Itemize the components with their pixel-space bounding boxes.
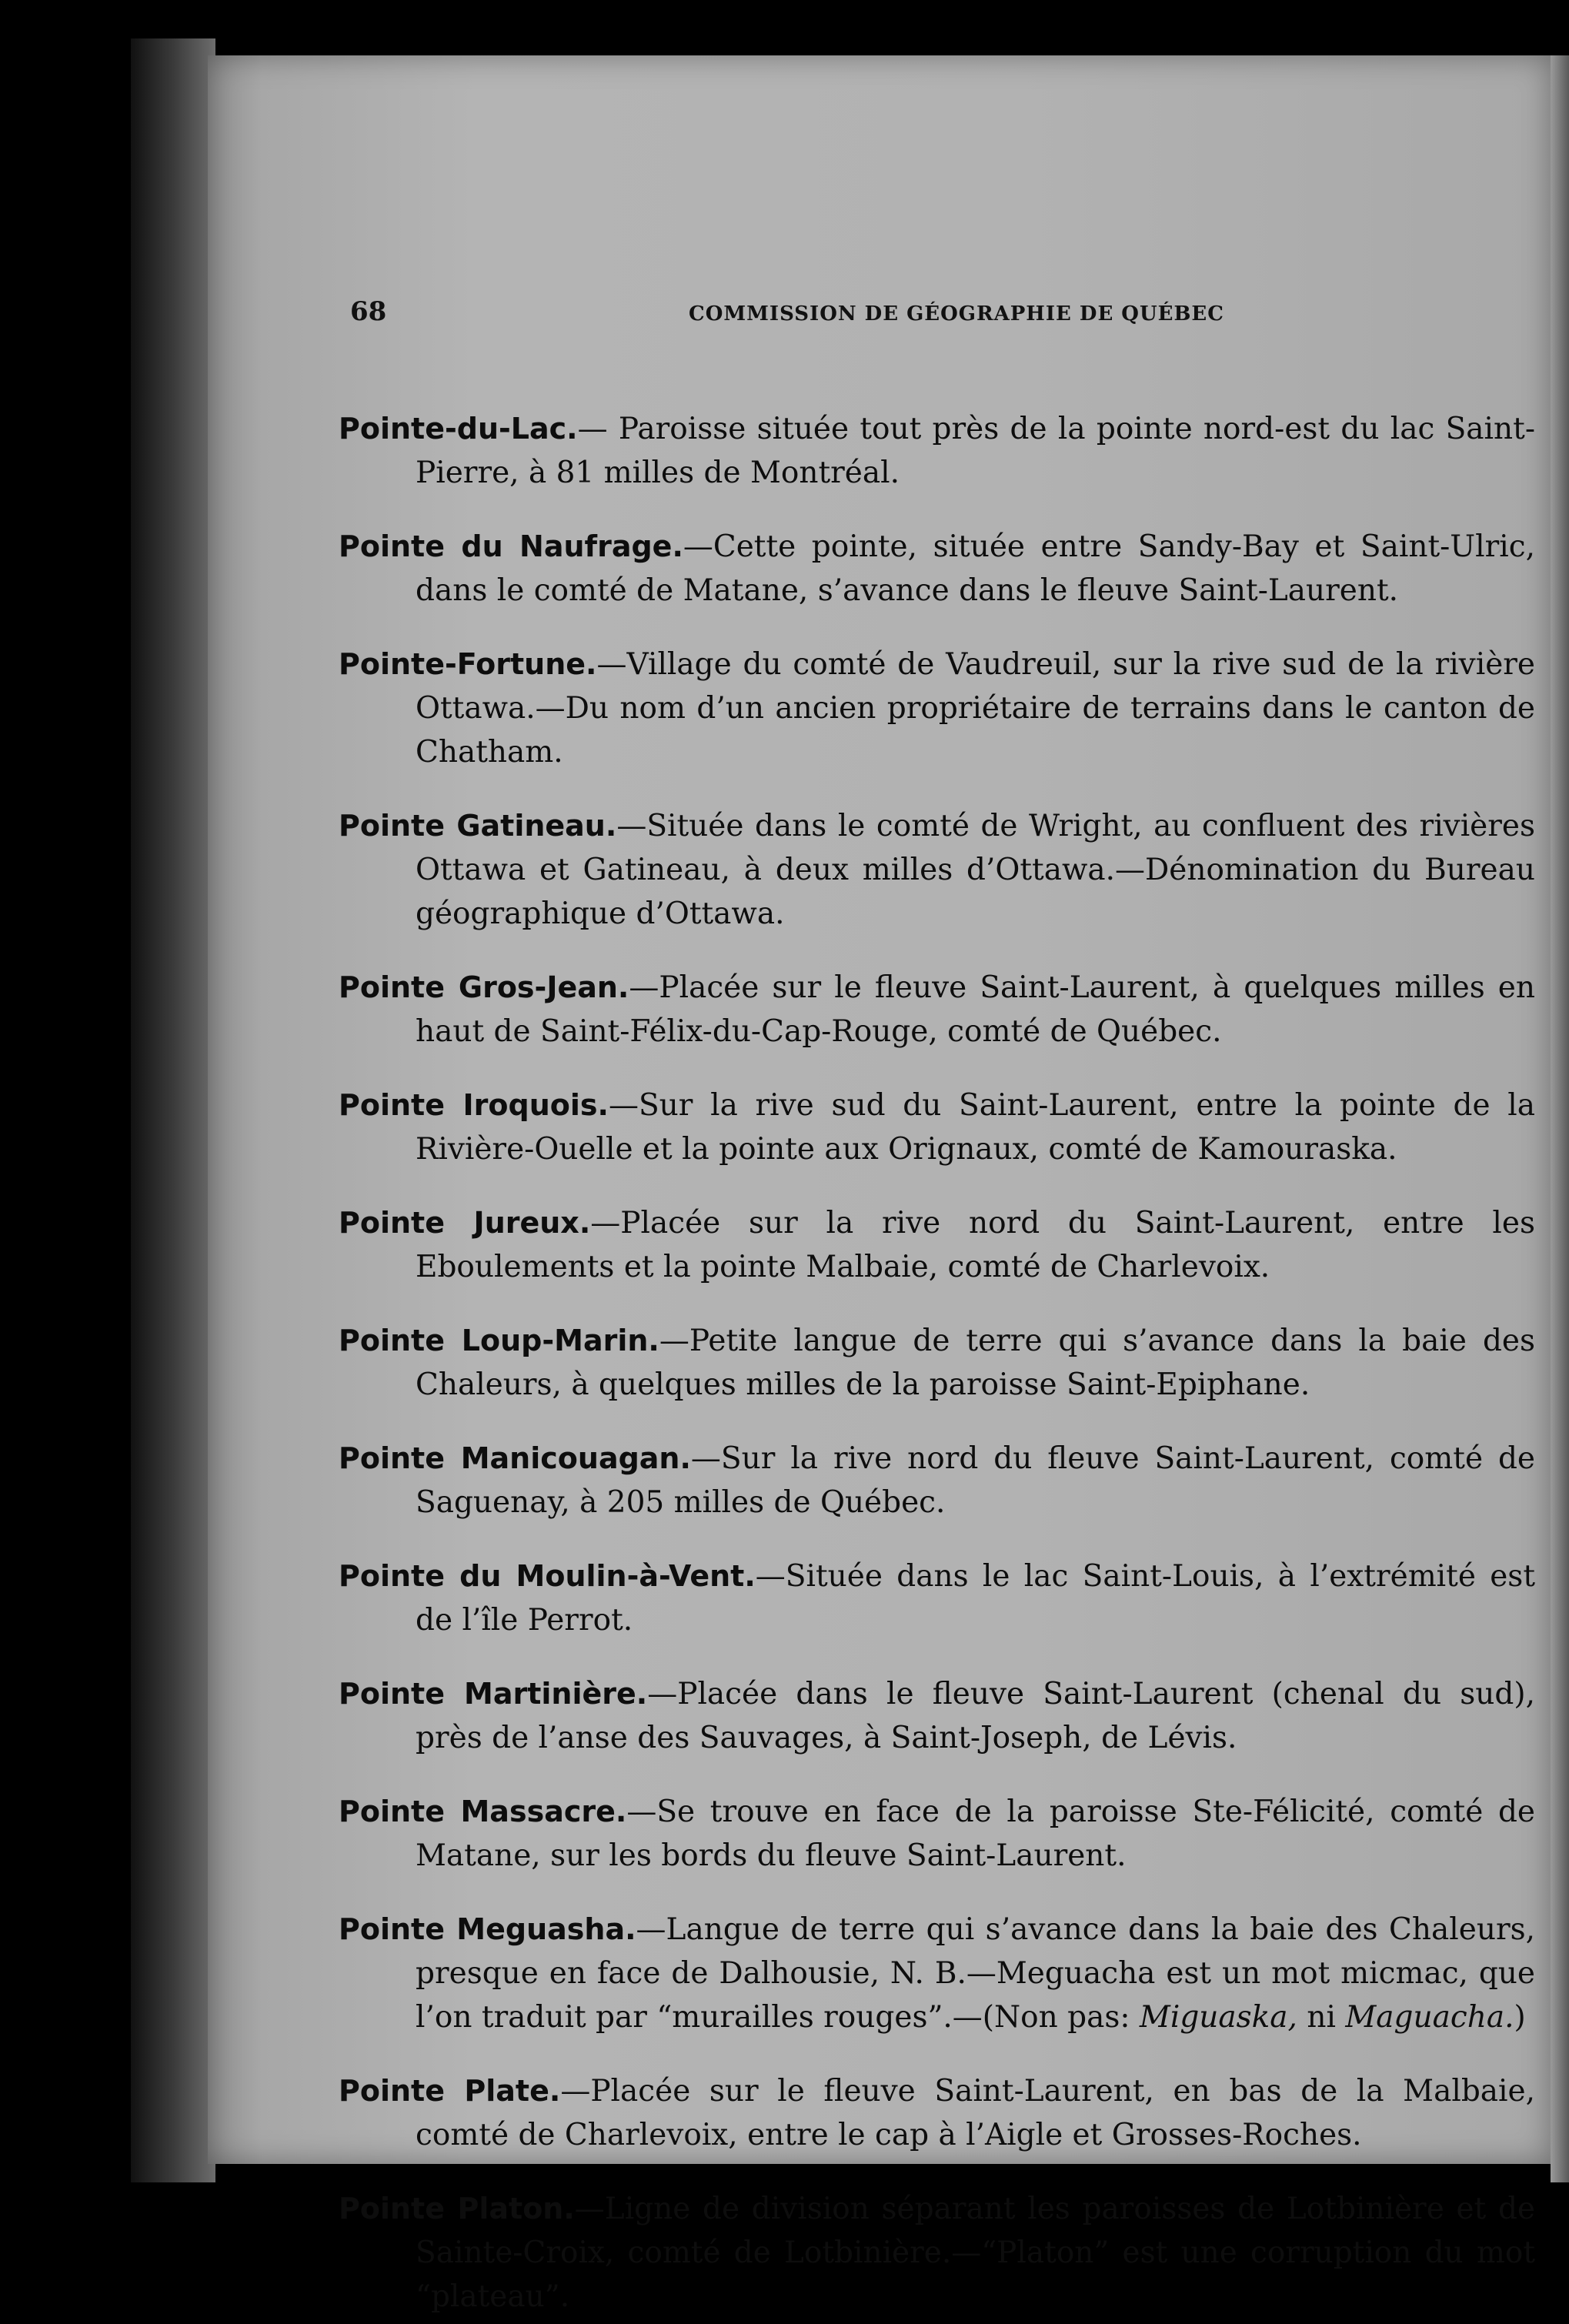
running-head: COMMISSION DE GÉOGRAPHIE DE QUÉBEC [689, 302, 1224, 326]
entry [339, 525, 1535, 613]
entry-text: ni [1297, 2000, 1346, 2035]
entry-text: —Placée sur le fleuve Saint-Laurent, à quelques milles en haut de Saint-Félix-du-Cap-Rouge, comté de Québec. [416, 970, 1535, 1049]
entry-text: —Ligne de division séparant les paroisses de Lotbinière et de Sainte-Croix, comté de Lotbinière.—“Platon” est une corruption du mot “plateau”. [416, 2192, 1535, 2314]
entry-text: —Placée sur le fleuve Saint-Laurent, en bas de la Malbaie, comté de Charlevoix, entre le cap à l’Aigle et Grosses-Roches. [416, 2074, 1536, 2152]
entry-term: Pointe Meguasha. [339, 1912, 636, 1946]
entry-term: Pointe Jureux. [339, 1206, 591, 1240]
entry-term: Pointe Iroquois. [339, 1088, 609, 1122]
entry-term: Pointe Gros-Jean. [339, 970, 629, 1004]
entry [339, 2187, 1535, 2319]
entry [339, 1319, 1535, 1407]
entry [339, 804, 1535, 936]
entry [339, 1437, 1535, 1524]
entry [339, 643, 1535, 774]
entry-text: —Sur la rive nord du fleuve Saint-Laurent, comté de Saguenay, à 205 milles de Québec. [416, 1441, 1535, 1520]
entry-text: —Placée sur la rive nord du Saint-Laurent, entre les Eboulements et la pointe Malbaie, comté de Charlevoix. [416, 1206, 1535, 1284]
entry-italic: Maguacha. [1345, 2000, 1514, 2035]
entry-term: Pointe-Fortune. [339, 647, 597, 681]
entry-term: Pointe Loup-Marin. [339, 1324, 659, 1357]
entry-text: —Placée dans le fleuve Saint-Laurent (chenal du sud), près de l’anse des Sauvages, à Saint-Joseph, de Lévis. [416, 1677, 1535, 1755]
entry-term: Pointe Martinière. [339, 1677, 648, 1711]
entry-text: —Sur la rive sud du Saint-Laurent, entre la pointe de la Rivière-Ouelle et la pointe aux Orignaux, comté de Kamouraska. [416, 1088, 1535, 1167]
entry-term: Pointe Plate. [339, 2074, 561, 2108]
entry-term: Pointe Gatineau. [339, 809, 617, 843]
entry [339, 966, 1535, 1053]
entry-term: Pointe du Naufrage. [339, 529, 683, 563]
entry-text: —Cette pointe, située entre Sandy-Bay et Saint-Ulric, dans le comté de Matane, s’avance dans le fleuve Saint-Laurent. [416, 529, 1535, 608]
entry-term: Pointe Platon. [339, 2192, 575, 2225]
entry-text: —Petite langue de terre qui s’avance dans la baie des Chaleurs, à quelques milles de la paroisse Saint-Epiphane. [416, 1324, 1536, 1402]
entry-italic: Miguaska, [1139, 2000, 1297, 2035]
entry-text: —Se trouve en face de la paroisse Ste-Félicité, comté de Matane, sur les bords du fleuve Saint-Laurent. [416, 1795, 1536, 1873]
entry-term: Pointe Manicouagan. [339, 1441, 691, 1475]
binding-shadow [131, 38, 215, 2182]
entry [339, 407, 1535, 495]
entry-text: ) [1514, 2000, 1526, 2035]
page-edge [1551, 55, 1569, 2182]
gazetteer-entries [339, 377, 1535, 2324]
entry [339, 1554, 1535, 1642]
entry-term: Pointe Massacre. [339, 1795, 627, 1828]
entry [339, 1084, 1535, 1171]
entry [339, 2069, 1535, 2157]
entry [339, 1201, 1535, 1289]
entry-term: Pointe-du-Lac. [339, 412, 578, 446]
entry-text: — Paroisse située tout près de la pointe nord-est du lac Saint-Pierre, à 81 milles de Montréal. [416, 412, 1535, 490]
entry-text: —Village du comté de Vaudreuil, sur la rive sud de la rivière Ottawa.—Du nom d’un ancien propriétaire de terrains dans le canton de Chatham. [416, 647, 1535, 770]
entry [339, 1908, 1535, 2039]
entry [339, 1672, 1535, 1760]
entry-text: —Langue de terre qui s’avance dans la baie des Chaleurs, presque en face de Dalhousie, N. B.—Meguacha est un mot micmac, que l’on traduit par “murailles rouges”.—(Non pas: [416, 1912, 1535, 2035]
page-number: 68 [350, 296, 387, 327]
entry-text: —Située dans le comté de Wright, au confluent des rivières Ottawa et Gatineau, à deux milles d’Ottawa.—Dénomination du Bureau géographique d’Ottawa. [416, 809, 1535, 931]
entry [339, 1790, 1535, 1878]
entry-term: Pointe du Moulin-à-Vent. [339, 1559, 756, 1593]
entry-text: —Située dans le lac Saint-Louis, à l’extrémité est de l’île Perrot. [416, 1559, 1535, 1638]
